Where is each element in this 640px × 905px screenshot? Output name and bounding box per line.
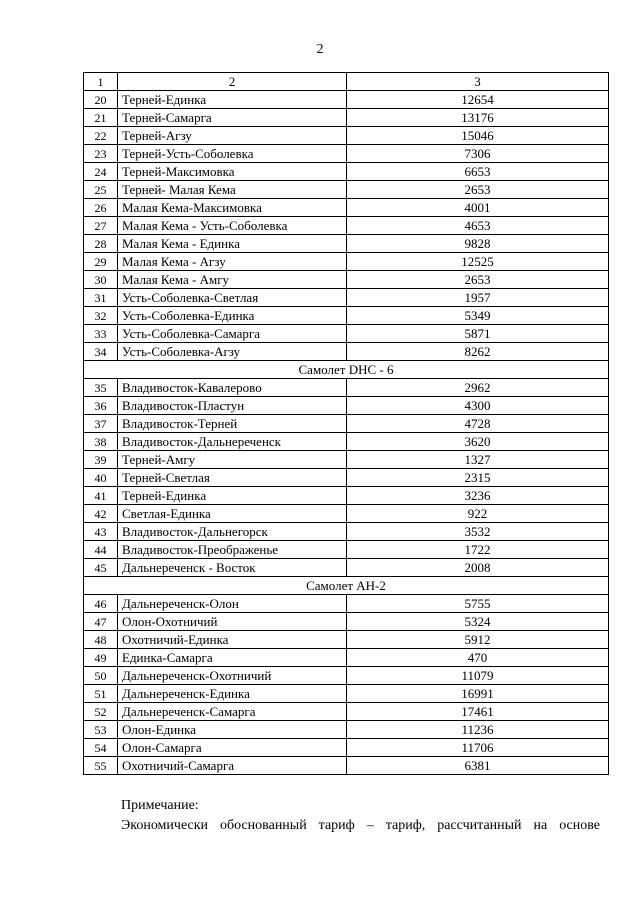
tariff-value: 13176 — [347, 109, 609, 127]
tariff-value: 3620 — [347, 433, 609, 451]
table-row — [84, 757, 609, 775]
tariff-value: 4653 — [347, 217, 609, 235]
table-row — [84, 451, 609, 469]
row-number: 30 — [84, 271, 118, 289]
table-row — [84, 163, 609, 181]
route-name: Терней- Малая Кема — [118, 181, 347, 199]
route-name: Усть-Соболевка-Единка — [118, 307, 347, 325]
row-number: 37 — [84, 415, 118, 433]
row-number: 45 — [84, 559, 118, 577]
route-name: Владивосток-Дальнереченск — [118, 433, 347, 451]
route-name: Дальнереченск-Охотничий — [118, 667, 347, 685]
tariff-value: 1722 — [347, 541, 609, 559]
route-name: Усть-Соболевка-Светлая — [118, 289, 347, 307]
table-row — [84, 613, 609, 631]
tariff-value: 16991 — [347, 685, 609, 703]
table-row — [84, 379, 609, 397]
tariff-value: 12525 — [347, 253, 609, 271]
section-row — [84, 361, 609, 379]
note-text: Экономически обоснованный тариф – тариф, рассчитанный на основе — [121, 818, 600, 833]
tariff-value: 5349 — [347, 307, 609, 325]
tariff-value: 2653 — [347, 181, 609, 199]
route-name: Дальнереченск-Единка — [118, 685, 347, 703]
route-name: Светлая-Единка — [118, 505, 347, 523]
table-row — [84, 541, 609, 559]
table-row — [84, 217, 609, 235]
table-row — [84, 253, 609, 271]
note-label: Примечание: — [121, 798, 199, 813]
route-name: Терней-Максимовка — [118, 163, 347, 181]
row-number: 33 — [84, 325, 118, 343]
tariff-value: 15046 — [347, 127, 609, 145]
row-number: 23 — [84, 145, 118, 163]
route-name: Малая Кема - Усть-Соболевка — [118, 217, 347, 235]
row-number: 47 — [84, 613, 118, 631]
route-name: Охотничий-Самарга — [118, 757, 347, 775]
row-number: 53 — [84, 721, 118, 739]
route-name: Терней-Светлая — [118, 469, 347, 487]
route-name: Малая Кема-Максимовка — [118, 199, 347, 217]
table-row — [84, 523, 609, 541]
row-number: 51 — [84, 685, 118, 703]
tariff-value: 17461 — [347, 703, 609, 721]
tariff-value: 2008 — [347, 559, 609, 577]
table-row — [84, 685, 609, 703]
section-title: Самолет АН-2 — [84, 577, 609, 595]
row-number: 26 — [84, 199, 118, 217]
row-number: 32 — [84, 307, 118, 325]
route-name: Дальнереченск-Самарга — [118, 703, 347, 721]
header-col-1: 1 — [84, 73, 118, 91]
row-number: 22 — [84, 127, 118, 145]
table-row — [84, 469, 609, 487]
table-row — [84, 235, 609, 253]
tariff-value: 1957 — [347, 289, 609, 307]
table-row — [84, 271, 609, 289]
row-number: 27 — [84, 217, 118, 235]
table-row — [84, 145, 609, 163]
table-row — [84, 289, 609, 307]
tariff-table — [83, 72, 609, 775]
table-row — [84, 181, 609, 199]
tariff-value: 11079 — [347, 667, 609, 685]
tariff-value: 1327 — [347, 451, 609, 469]
route-name: Терней-Самарга — [118, 109, 347, 127]
table-row — [84, 307, 609, 325]
table-row — [84, 433, 609, 451]
row-number: 38 — [84, 433, 118, 451]
table-row — [84, 343, 609, 361]
route-name: Олон-Единка — [118, 721, 347, 739]
row-number: 35 — [84, 379, 118, 397]
tariff-value: 5871 — [347, 325, 609, 343]
tariff-value: 11706 — [347, 739, 609, 757]
row-number: 48 — [84, 631, 118, 649]
tariff-value: 2315 — [347, 469, 609, 487]
header-col-2: 2 — [118, 73, 347, 91]
row-number: 25 — [84, 181, 118, 199]
row-number: 44 — [84, 541, 118, 559]
row-number: 39 — [84, 451, 118, 469]
row-number: 46 — [84, 595, 118, 613]
table-row — [84, 559, 609, 577]
route-name: Усть-Соболевка-Агзу — [118, 343, 347, 361]
table-row — [84, 739, 609, 757]
route-name: Терней-Единка — [118, 487, 347, 505]
tariff-value: 2962 — [347, 379, 609, 397]
route-name: Терней-Амгу — [118, 451, 347, 469]
table-row — [84, 667, 609, 685]
route-name: Дальнереченск - Восток — [118, 559, 347, 577]
tariff-value: 4728 — [347, 415, 609, 433]
row-number: 41 — [84, 487, 118, 505]
table-row — [84, 109, 609, 127]
tariff-value: 4300 — [347, 397, 609, 415]
tariff-table-body — [84, 73, 609, 775]
table-row — [84, 127, 609, 145]
route-name: Олон-Самарга — [118, 739, 347, 757]
row-number: 36 — [84, 397, 118, 415]
route-name: Владивосток-Кавалерово — [118, 379, 347, 397]
row-number: 43 — [84, 523, 118, 541]
row-number: 20 — [84, 91, 118, 109]
table-row — [84, 631, 609, 649]
row-number: 34 — [84, 343, 118, 361]
row-number: 42 — [84, 505, 118, 523]
tariff-value: 5324 — [347, 613, 609, 631]
row-number: 24 — [84, 163, 118, 181]
route-name: Малая Кема - Агзу — [118, 253, 347, 271]
table-row — [84, 505, 609, 523]
route-name: Усть-Соболевка-Самарга — [118, 325, 347, 343]
route-name: Малая Кема - Единка — [118, 235, 347, 253]
section-title: Самолет DHC - 6 — [84, 361, 609, 379]
tariff-value: 3532 — [347, 523, 609, 541]
route-name: Терней-Агзу — [118, 127, 347, 145]
table-header-row — [84, 73, 609, 91]
row-number: 28 — [84, 235, 118, 253]
row-number: 55 — [84, 757, 118, 775]
tariff-value: 5755 — [347, 595, 609, 613]
row-number: 52 — [84, 703, 118, 721]
row-number: 31 — [84, 289, 118, 307]
route-name: Владивосток-Дальнегорск — [118, 523, 347, 541]
row-number: 50 — [84, 667, 118, 685]
tariff-value: 8262 — [347, 343, 609, 361]
tariff-value: 11236 — [347, 721, 609, 739]
table-row — [84, 487, 609, 505]
table-row — [84, 415, 609, 433]
section-row — [84, 577, 609, 595]
route-name: Дальнереченск-Олон — [118, 595, 347, 613]
tariff-value: 6381 — [347, 757, 609, 775]
row-number: 21 — [84, 109, 118, 127]
route-name: Терней-Усть-Соболевка — [118, 145, 347, 163]
route-name: Владивосток-Пластун — [118, 397, 347, 415]
route-name: Олон-Охотничий — [118, 613, 347, 631]
tariff-value: 9828 — [347, 235, 609, 253]
tariff-value: 5912 — [347, 631, 609, 649]
table-row — [84, 325, 609, 343]
tariff-value: 12654 — [347, 91, 609, 109]
table-row — [84, 649, 609, 667]
route-name: Терней-Единка — [118, 91, 347, 109]
table-row — [84, 703, 609, 721]
page-number: 2 — [316, 42, 324, 57]
table-row — [84, 397, 609, 415]
table-row — [84, 91, 609, 109]
tariff-value: 470 — [347, 649, 609, 667]
tariff-value: 4001 — [347, 199, 609, 217]
table-row — [84, 721, 609, 739]
tariff-value: 922 — [347, 505, 609, 523]
tariff-value: 2653 — [347, 271, 609, 289]
tariff-value: 6653 — [347, 163, 609, 181]
row-number: 29 — [84, 253, 118, 271]
route-name: Малая Кема - Амгу — [118, 271, 347, 289]
table-row — [84, 199, 609, 217]
table-row — [84, 595, 609, 613]
tariff-value: 3236 — [347, 487, 609, 505]
route-name: Владивосток-Преображенье — [118, 541, 347, 559]
route-name: Единка-Самарга — [118, 649, 347, 667]
row-number: 40 — [84, 469, 118, 487]
row-number: 49 — [84, 649, 118, 667]
header-col-3: 3 — [347, 73, 609, 91]
tariff-value: 7306 — [347, 145, 609, 163]
row-number: 54 — [84, 739, 118, 757]
route-name: Охотничий-Единка — [118, 631, 347, 649]
route-name: Владивосток-Терней — [118, 415, 347, 433]
